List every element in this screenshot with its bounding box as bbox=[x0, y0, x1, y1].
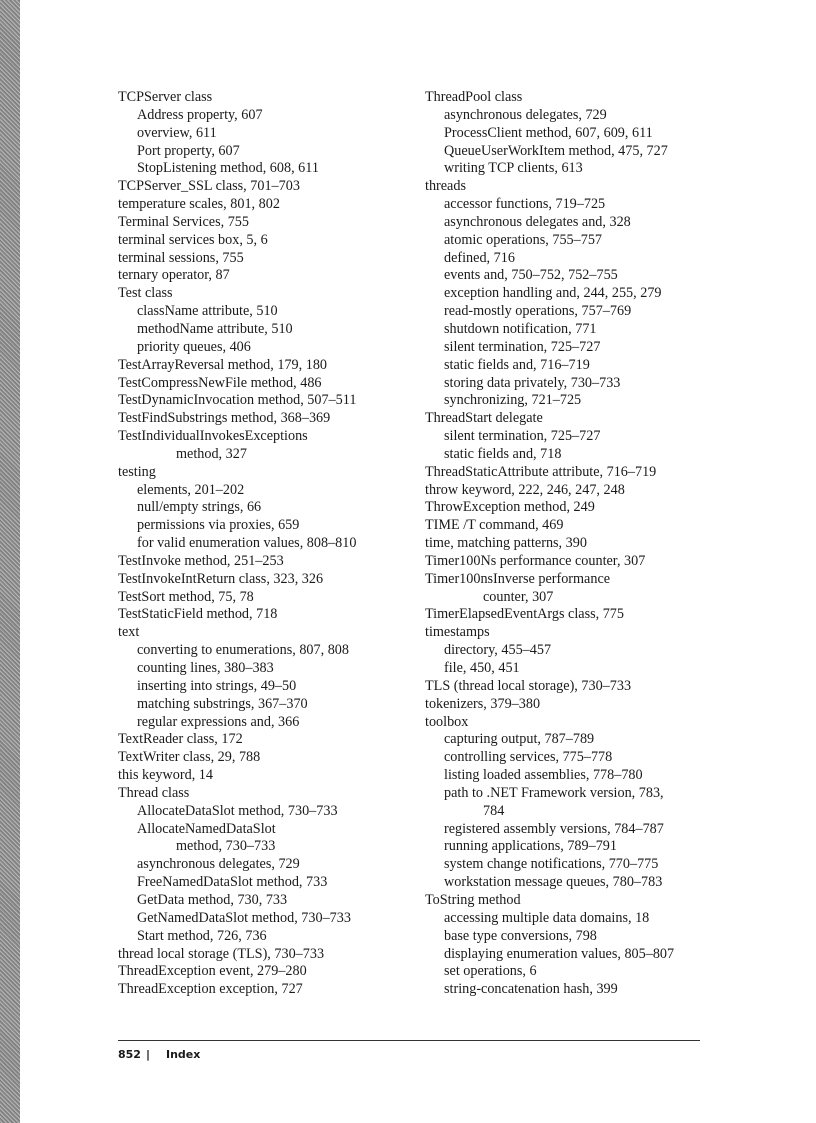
index-entry: ternary operator, 87 bbox=[118, 267, 230, 284]
index-subentry: methodName attribute, 510 bbox=[137, 320, 293, 337]
index-subentry: read-mostly operations, 757–769 bbox=[444, 303, 632, 320]
index-entry: TestCompressNewFile method, 486 bbox=[118, 374, 322, 391]
index-subentry: accessing multiple data domains, 18 bbox=[444, 909, 650, 926]
footer-divider bbox=[118, 1040, 700, 1041]
index-subentry: listing loaded assemblies, 778–780 bbox=[444, 767, 643, 784]
index-subentry: atomic operations, 755–757 bbox=[444, 231, 603, 248]
index-subentry: for valid enumeration values, 808–810 bbox=[137, 535, 357, 552]
index-entry: Terminal Services, 755 bbox=[118, 213, 249, 230]
index-subentry: set operations, 6 bbox=[444, 963, 537, 980]
index-entry: timestamps bbox=[425, 624, 490, 641]
index-subentry: static fields and, 718 bbox=[444, 445, 562, 462]
index-subentry: overview, 611 bbox=[137, 124, 217, 141]
index-entry: ThreadStart delegate bbox=[425, 410, 543, 427]
index-entry: TCPServer class bbox=[118, 89, 213, 105]
index-entry: ThreadPool class bbox=[425, 89, 523, 105]
index-entry: TestArrayReversal method, 179, 180 bbox=[118, 356, 328, 373]
index-entry: ToString method bbox=[425, 891, 521, 908]
index-entry: time, matching patterns, 390 bbox=[425, 535, 587, 552]
index-subentry: Address property, 607 bbox=[137, 106, 263, 123]
index-subentry: GetNamedDataSlot method, 730–733 bbox=[137, 909, 351, 926]
index-entry: Test class bbox=[118, 285, 173, 302]
index-subentry: counter, 307 bbox=[483, 588, 554, 605]
index-subentry: directory, 455–457 bbox=[444, 642, 552, 659]
index-subentry: regular expressions and, 366 bbox=[137, 713, 300, 730]
index-entry: TestInvokeIntReturn class, 323, 326 bbox=[118, 570, 324, 587]
index-subentry: matching substrings, 367–370 bbox=[137, 695, 308, 712]
index-entry: Timer100nsInverse performance bbox=[425, 570, 611, 587]
index-entry: TestStaticField method, 718 bbox=[118, 606, 278, 623]
index-subentry: converting to enumerations, 807, 808 bbox=[137, 642, 349, 659]
index-subentry: className attribute, 510 bbox=[137, 303, 278, 320]
index-subentry: events and, 750–752, 752–755 bbox=[444, 267, 618, 284]
index-subentry: exception handling and, 244, 255, 279 bbox=[444, 285, 662, 302]
index-subentry: AllocateNamedDataSlot bbox=[137, 820, 276, 837]
index-subentry: string-concatenation hash, 399 bbox=[444, 981, 618, 998]
index-entry: TestIndividualInvokesExceptions bbox=[118, 428, 308, 445]
index-entry: ThreadException exception, 727 bbox=[118, 981, 303, 998]
index-entry: temperature scales, 801, 802 bbox=[118, 196, 280, 213]
index-entry: TLS (thread local storage), 730–733 bbox=[425, 677, 632, 694]
index-subentry: file, 450, 451 bbox=[444, 660, 520, 676]
index-subentry: 784 bbox=[483, 802, 505, 819]
index-entry: TestFindSubstrings method, 368–369 bbox=[118, 410, 331, 427]
index-subentry: workstation message queues, 780–783 bbox=[444, 874, 663, 891]
index-entry: TIME /T command, 469 bbox=[425, 517, 564, 534]
index-column-right bbox=[425, 89, 725, 999]
index-entry: ThrowException method, 249 bbox=[425, 499, 595, 516]
index-subentry: shutdown notification, 771 bbox=[444, 320, 597, 337]
index-subentry: running applications, 789–791 bbox=[444, 838, 617, 855]
index-subentry: silent termination, 725–727 bbox=[444, 428, 601, 445]
index-subentry: asynchronous delegates and, 328 bbox=[444, 213, 631, 230]
index-subentry: null/empty strings, 66 bbox=[137, 499, 262, 516]
index-subentry: capturing output, 787–789 bbox=[444, 731, 595, 748]
index-subentry: priority queues, 406 bbox=[137, 338, 251, 355]
index-entry: tokenizers, 379–380 bbox=[425, 695, 541, 712]
index-subentry: QueueUserWorkItem method, 475, 727 bbox=[444, 142, 668, 159]
index-subentry: method, 730–733 bbox=[176, 838, 276, 855]
index-entry: TextReader class, 172 bbox=[118, 731, 243, 748]
page-number: 852 bbox=[118, 1048, 141, 1061]
index-subentry: method, 327 bbox=[176, 445, 247, 462]
index-subentry: asynchronous delegates, 729 bbox=[444, 106, 607, 123]
index-subentry: ProcessClient method, 607, 609, 611 bbox=[444, 124, 653, 141]
index-entry: TestSort method, 75, 78 bbox=[118, 588, 254, 605]
index-subentry: permissions via proxies, 659 bbox=[137, 517, 300, 534]
index-subentry: FreeNamedDataSlot method, 733 bbox=[137, 874, 328, 891]
index-subentry: controlling services, 775–778 bbox=[444, 749, 613, 766]
index-subentry: defined, 716 bbox=[444, 249, 515, 266]
section-label: Index bbox=[166, 1048, 201, 1061]
index-subentry: static fields and, 716–719 bbox=[444, 356, 590, 373]
footer-separator: | bbox=[146, 1048, 151, 1061]
index-subentry: elements, 201–202 bbox=[137, 481, 245, 498]
index-entry: TCPServer_SSL class, 701–703 bbox=[118, 178, 300, 195]
index-entry: terminal sessions, 755 bbox=[118, 249, 244, 266]
index-column-left bbox=[118, 89, 408, 999]
index-entry: thread local storage (TLS), 730–733 bbox=[118, 945, 325, 962]
index-subentry: StopListening method, 608, 611 bbox=[137, 160, 319, 177]
index-subentry: accessor functions, 719–725 bbox=[444, 196, 606, 213]
index-subentry: Start method, 726, 736 bbox=[137, 927, 267, 944]
scanned-page-edge bbox=[0, 0, 20, 1123]
index-subentry: registered assembly versions, 784–787 bbox=[444, 820, 664, 837]
index-subentry: asynchronous delegates, 729 bbox=[137, 856, 300, 873]
index-entry: testing bbox=[118, 463, 156, 480]
index-entry: toolbox bbox=[425, 713, 469, 730]
index-subentry: system change notifications, 770–775 bbox=[444, 856, 659, 873]
index-subentry: GetData method, 730, 733 bbox=[137, 891, 288, 908]
index-entry: threads bbox=[425, 178, 466, 195]
index-entry: TextWriter class, 29, 788 bbox=[118, 749, 261, 766]
index-entry: text bbox=[118, 624, 140, 641]
index-entry: throw keyword, 222, 246, 247, 248 bbox=[425, 481, 625, 498]
index-subentry: synchronizing, 721–725 bbox=[444, 392, 582, 409]
index-entry: ThreadStaticAttribute attribute, 716–719 bbox=[425, 463, 657, 480]
index-entry: TestInvoke method, 251–253 bbox=[118, 552, 284, 569]
index-entry: ThreadException event, 279–280 bbox=[118, 963, 307, 980]
index-subentry: base type conversions, 798 bbox=[444, 927, 597, 944]
index-entry: TimerElapsedEventArgs class, 775 bbox=[425, 606, 624, 623]
index-subentry: storing data privately, 730–733 bbox=[444, 374, 621, 391]
index-entry: TestDynamicInvocation method, 507–511 bbox=[118, 392, 357, 409]
index-entry: terminal services box, 5, 6 bbox=[118, 231, 268, 248]
index-subentry: writing TCP clients, 613 bbox=[444, 160, 583, 177]
index-entry: Timer100Ns performance counter, 307 bbox=[425, 552, 646, 569]
index-subentry: path to .NET Framework version, 783, bbox=[444, 784, 664, 801]
index-subentry: counting lines, 380–383 bbox=[137, 660, 274, 676]
index-subentry: displaying enumeration values, 805–807 bbox=[444, 945, 675, 962]
index-subentry: AllocateDataSlot method, 730–733 bbox=[137, 802, 338, 819]
index-entry: this keyword, 14 bbox=[118, 767, 213, 784]
index-subentry: inserting into strings, 49–50 bbox=[137, 677, 297, 694]
index-entry: Thread class bbox=[118, 784, 190, 801]
index-subentry: Port property, 607 bbox=[137, 142, 240, 159]
index-subentry: silent termination, 725–727 bbox=[444, 338, 601, 355]
